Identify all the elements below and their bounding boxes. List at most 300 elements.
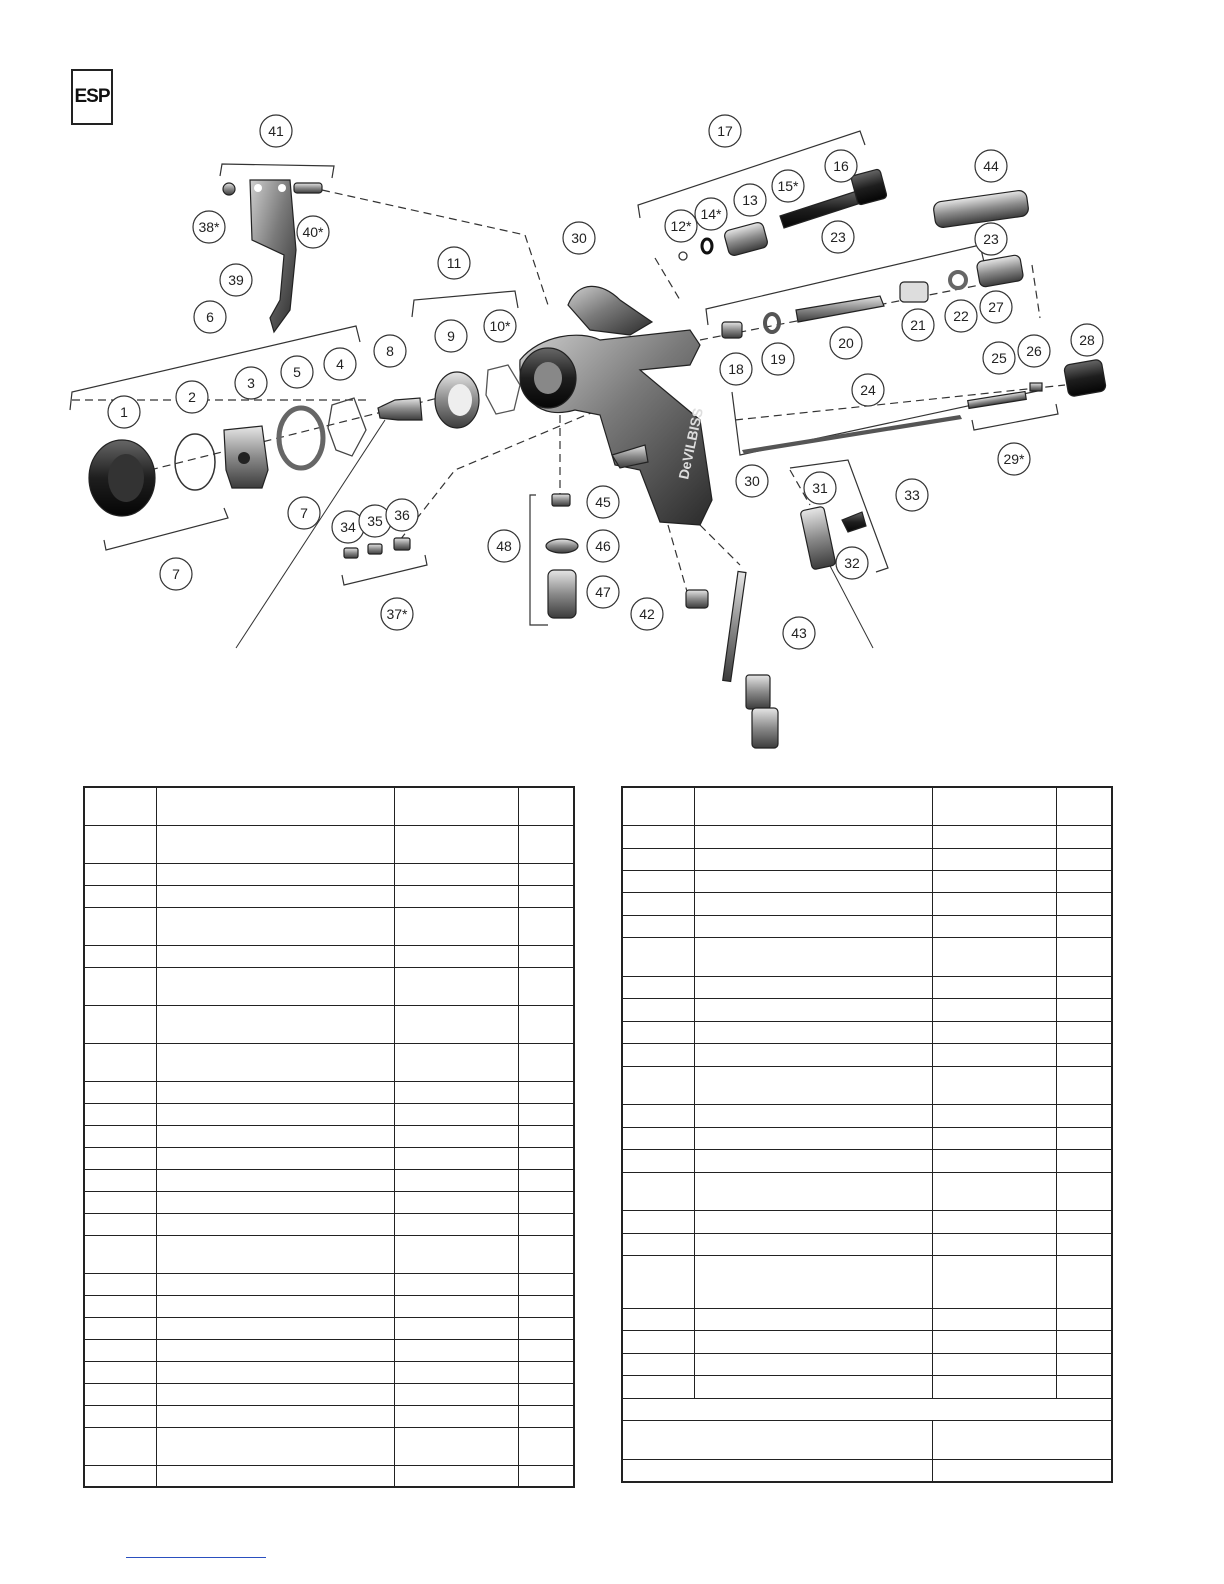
table-cell — [518, 1465, 574, 1487]
table-cell — [694, 826, 932, 848]
table-row — [622, 1309, 1112, 1331]
table-cell — [518, 1235, 574, 1273]
table-cell — [932, 848, 1056, 870]
table-cell — [156, 907, 394, 945]
callout-c26 — [1018, 335, 1050, 367]
callout-label: 22 — [953, 308, 969, 324]
callout-c17 — [709, 115, 741, 147]
table-cell — [932, 826, 1056, 848]
table-cell — [1056, 999, 1112, 1021]
table-cell — [518, 1295, 574, 1317]
callout-c10 — [484, 310, 516, 342]
callout-c11 — [438, 247, 470, 279]
table-cell — [518, 1125, 574, 1147]
table-cell — [156, 1081, 394, 1103]
table-row — [84, 1427, 574, 1465]
table-row — [622, 1021, 1112, 1043]
table-cell — [932, 1127, 1056, 1149]
table-cell — [156, 1317, 394, 1339]
table-cell — [694, 1066, 932, 1105]
table-cell — [518, 825, 574, 863]
table-cell — [394, 1005, 518, 1043]
table-cell — [84, 1317, 156, 1339]
callout-label: 2 — [188, 389, 196, 405]
table-cell — [622, 1421, 932, 1460]
table-row — [622, 1044, 1112, 1066]
callout-c36 — [386, 499, 418, 531]
table-cell — [518, 1405, 574, 1427]
table-cell — [394, 1273, 518, 1295]
callout-c4 — [324, 348, 356, 380]
table-cell — [394, 1405, 518, 1427]
table-row — [84, 1405, 574, 1427]
table-cell — [694, 1105, 932, 1127]
table-cell — [156, 863, 394, 885]
table-row — [84, 1169, 574, 1191]
table-cell — [694, 1211, 932, 1233]
callout-label: 9 — [447, 328, 455, 344]
table-cell — [156, 1235, 394, 1273]
callout-c28 — [1071, 324, 1103, 356]
callout-label: 47 — [595, 584, 611, 600]
callout-label: 1 — [120, 404, 128, 420]
table-cell — [518, 1169, 574, 1191]
callout-label: 43 — [791, 625, 807, 641]
part-21 — [900, 282, 928, 302]
callout-c12 — [665, 210, 697, 242]
table-cell — [518, 1191, 574, 1213]
table-cell — [518, 787, 574, 825]
table-cell — [622, 1105, 694, 1127]
callout-label: 12* — [670, 218, 692, 234]
table-row — [622, 976, 1112, 998]
part-46 — [546, 539, 578, 553]
table-cell — [1056, 1309, 1112, 1331]
table-cell — [694, 999, 932, 1021]
table-cell — [622, 938, 694, 977]
callout-label: 34 — [340, 519, 356, 535]
callout-label: 23 — [830, 229, 846, 245]
callout-label: 33 — [904, 487, 920, 503]
table-cell — [394, 885, 518, 907]
table-cell — [622, 1309, 694, 1331]
callout-c7a — [288, 497, 320, 529]
table-row — [622, 1066, 1112, 1105]
gun-body — [520, 286, 712, 525]
callout-label: 7 — [172, 566, 180, 582]
table-row — [84, 1081, 574, 1103]
table-cell — [394, 1361, 518, 1383]
callout-label: 39 — [228, 272, 244, 288]
table-cell — [622, 976, 694, 998]
callout-label: 30 — [571, 230, 587, 246]
callout-c13 — [734, 184, 766, 216]
table-cell — [932, 1211, 1056, 1233]
callout-c43 — [783, 617, 815, 649]
table-cell — [1056, 893, 1112, 915]
part-24 — [742, 415, 962, 454]
table-row — [622, 1459, 1112, 1482]
table-row — [84, 1191, 574, 1213]
callout-label: 40* — [302, 224, 324, 240]
table-cell — [1056, 826, 1112, 848]
table-cell — [518, 1317, 574, 1339]
table-cell — [518, 1427, 574, 1465]
table-cell — [394, 1317, 518, 1339]
table-row — [84, 1125, 574, 1147]
table-cell — [156, 1125, 394, 1147]
table-cell — [932, 1421, 1112, 1460]
callout-label: 28 — [1079, 332, 1095, 348]
callout-c2 — [176, 381, 208, 413]
table-row — [84, 907, 574, 945]
table-cell — [622, 1127, 694, 1149]
table-cell — [1056, 871, 1112, 893]
table-cell — [394, 825, 518, 863]
callout-c9 — [435, 320, 467, 352]
table-cell — [156, 945, 394, 967]
table-cell — [694, 1150, 932, 1172]
callout-label: 24 — [860, 382, 876, 398]
table-cell — [84, 1081, 156, 1103]
table-cell — [622, 871, 694, 893]
table-row — [622, 1105, 1112, 1127]
callout-label: 3 — [247, 375, 255, 391]
table-cell — [932, 1331, 1056, 1353]
table-cell — [394, 1103, 518, 1125]
table-cell — [622, 848, 694, 870]
callout-label: 36 — [394, 507, 410, 523]
brand-on-handle: DeVILBISS — [675, 406, 706, 481]
callout-c39 — [220, 264, 252, 296]
table-cell — [394, 945, 518, 967]
callout-c15 — [772, 170, 804, 202]
table-cell — [1056, 938, 1112, 977]
callout-label: 17 — [717, 123, 733, 139]
table-row — [622, 1256, 1112, 1309]
parts-table-left — [83, 786, 575, 1488]
callout-label: 14* — [700, 206, 722, 222]
table-cell — [694, 1127, 932, 1149]
callout-c30b — [736, 465, 768, 497]
callout-c1 — [108, 396, 140, 428]
baffle — [328, 398, 366, 456]
table-cell — [84, 1103, 156, 1125]
table-cell — [156, 825, 394, 863]
table-cell — [932, 1309, 1056, 1331]
table-row — [84, 1383, 574, 1405]
callout-label: 6 — [206, 309, 214, 325]
table-cell — [932, 976, 1056, 998]
table-cell — [622, 1398, 1112, 1420]
table-cell — [694, 1331, 932, 1353]
table-cell — [932, 1353, 1056, 1375]
table-cell — [518, 1273, 574, 1295]
table-cell — [622, 1376, 694, 1398]
part-22 — [950, 272, 966, 288]
table-cell — [518, 1339, 574, 1361]
table-cell — [622, 787, 694, 826]
table-cell — [84, 1125, 156, 1147]
table-cell — [156, 967, 394, 1005]
callout-c22 — [945, 300, 977, 332]
table-cell — [694, 848, 932, 870]
table-cell — [518, 945, 574, 967]
table-cell — [932, 1376, 1056, 1398]
callout-c40 — [297, 216, 329, 248]
callout-label: 26 — [1026, 343, 1042, 359]
callout-c20 — [830, 327, 862, 359]
table-row — [622, 915, 1112, 937]
table-row — [622, 1127, 1112, 1149]
table-row — [84, 1339, 574, 1361]
callout-label: 5 — [293, 364, 301, 380]
part-32 — [842, 512, 866, 532]
callout-label: 38* — [198, 219, 220, 235]
exploded-parts-diagram — [0, 110, 1224, 760]
table-cell — [694, 871, 932, 893]
callout-c33 — [896, 479, 928, 511]
table-cell — [84, 1191, 156, 1213]
table-cell — [84, 1295, 156, 1317]
table-cell — [156, 1103, 394, 1125]
callout-c21 — [902, 309, 934, 341]
table-cell — [394, 1235, 518, 1273]
table-cell — [394, 1465, 518, 1487]
table-cell — [518, 967, 574, 1005]
table-cell — [622, 826, 694, 848]
callout-c47 — [587, 576, 619, 608]
callout-label: 13 — [742, 192, 758, 208]
table-cell — [622, 915, 694, 937]
table-cell — [156, 1339, 394, 1361]
table-row — [622, 871, 1112, 893]
callout-c24 — [852, 374, 884, 406]
table-cell — [694, 915, 932, 937]
language-badge: ESP — [71, 69, 113, 125]
part-43 — [723, 571, 778, 748]
table-cell — [156, 1383, 394, 1405]
table-cell — [84, 1383, 156, 1405]
callout-c46 — [587, 530, 619, 562]
table-cell — [1056, 1233, 1112, 1255]
table-cell — [394, 1081, 518, 1103]
table-row — [84, 1147, 574, 1169]
table-cell — [394, 1191, 518, 1213]
table-cell — [84, 967, 156, 1005]
callout-label: 20 — [838, 335, 854, 351]
table-cell — [1056, 1211, 1112, 1233]
callout-c38 — [193, 211, 225, 243]
table-cell — [394, 1125, 518, 1147]
callout-c45 — [587, 486, 619, 518]
table-cell — [622, 1150, 694, 1172]
callout-c37 — [381, 598, 413, 630]
footer-link-underline[interactable] — [126, 1557, 266, 1558]
callout-c19 — [762, 343, 794, 375]
callout-c42 — [631, 598, 663, 630]
air-cap-ring — [89, 440, 155, 516]
table-cell — [622, 999, 694, 1021]
table-cell — [622, 1172, 694, 1211]
table-cell — [156, 885, 394, 907]
callout-label: 10* — [489, 318, 511, 334]
callout-label: 35 — [367, 513, 383, 529]
table-cell — [694, 787, 932, 826]
callout-label: 32 — [844, 555, 860, 571]
callout-c8 — [374, 335, 406, 367]
callout-c3 — [235, 367, 267, 399]
callout-c5 — [281, 356, 313, 388]
callout-c48 — [488, 530, 520, 562]
table-header-row — [84, 787, 574, 825]
callout-c16 — [825, 150, 857, 182]
table-cell — [694, 1044, 932, 1066]
table-row — [622, 1233, 1112, 1255]
table-cell — [394, 1295, 518, 1317]
part-44 — [933, 190, 1030, 229]
table-cell — [1056, 1105, 1112, 1127]
table-cell — [518, 1147, 574, 1169]
table-cell — [932, 1066, 1056, 1105]
table-row — [622, 1150, 1112, 1172]
table-cell — [622, 1233, 694, 1255]
table-cell — [518, 1361, 574, 1383]
table-row — [84, 1005, 574, 1043]
table-row — [84, 1103, 574, 1125]
callout-c32 — [836, 547, 868, 579]
table-row — [84, 1317, 574, 1339]
table-cell — [84, 1361, 156, 1383]
callout-label: 19 — [770, 351, 786, 367]
table-cell — [518, 1213, 574, 1235]
table-cell — [156, 1191, 394, 1213]
table-cell — [156, 1147, 394, 1169]
part-18 — [722, 322, 742, 338]
table-cell — [84, 1465, 156, 1487]
table-cell — [1056, 1066, 1112, 1105]
table-cell — [694, 1021, 932, 1043]
table-cell — [694, 976, 932, 998]
table-cell — [1056, 1256, 1112, 1309]
table-cell — [932, 871, 1056, 893]
table-cell — [156, 1169, 394, 1191]
table-row — [622, 1376, 1112, 1398]
table-cell — [1056, 1353, 1112, 1375]
part-20 — [796, 296, 884, 322]
callout-c29 — [998, 443, 1030, 475]
table-row — [622, 1172, 1112, 1211]
table-cell — [394, 1169, 518, 1191]
part-47 — [548, 570, 576, 618]
table-cell — [84, 1043, 156, 1081]
table-cell — [1056, 1127, 1112, 1149]
table-cell — [518, 1043, 574, 1081]
table-cell — [156, 1405, 394, 1427]
table-cell — [694, 1309, 932, 1331]
table-cell — [156, 1427, 394, 1465]
table-cell — [84, 945, 156, 967]
trigger-assembly — [223, 180, 322, 332]
part-34 — [344, 548, 358, 558]
table-cell — [1056, 848, 1112, 870]
callout-c25 — [983, 342, 1015, 374]
table-cell — [84, 787, 156, 825]
table-cell — [394, 1427, 518, 1465]
gasket — [486, 365, 520, 414]
callout-label: 21 — [910, 317, 926, 333]
callout-c23a — [822, 221, 854, 253]
part-26 — [1030, 383, 1042, 391]
table-cell — [84, 1147, 156, 1169]
callout-label: 18 — [728, 361, 744, 377]
table-cell — [932, 893, 1056, 915]
table-row — [84, 863, 574, 885]
table-cell — [156, 1213, 394, 1235]
table-cell — [932, 1150, 1056, 1172]
callout-c23b — [975, 223, 1007, 255]
table-cell — [694, 1353, 932, 1375]
callout-label: 4 — [336, 356, 344, 372]
table-row — [84, 1273, 574, 1295]
callout-label: 23 — [983, 231, 999, 247]
callout-label: 48 — [496, 538, 512, 554]
callout-c44 — [975, 150, 1007, 182]
table-cell — [622, 1256, 694, 1309]
callout-label: 42 — [639, 606, 655, 622]
retaining-ring — [279, 408, 323, 468]
table-cell — [84, 1427, 156, 1465]
table-cell — [932, 1172, 1056, 1211]
table-cell — [518, 907, 574, 945]
table-cell — [394, 1147, 518, 1169]
table-row — [622, 938, 1112, 977]
table-cell — [1056, 976, 1112, 998]
table-cell — [156, 1465, 394, 1487]
table-cell — [156, 1295, 394, 1317]
table-cell — [1056, 1150, 1112, 1172]
table-cell — [156, 1273, 394, 1295]
table-cell — [518, 863, 574, 885]
part-12 — [679, 252, 687, 260]
table-cell — [622, 1211, 694, 1233]
table-cell — [1056, 1021, 1112, 1043]
callout-c27 — [980, 291, 1012, 323]
table-cell — [932, 1233, 1056, 1255]
table-cell — [932, 938, 1056, 977]
callout-c35 — [359, 505, 391, 537]
table-cell — [84, 1169, 156, 1191]
table-cell — [394, 967, 518, 1005]
table-cell — [394, 863, 518, 885]
table-cell — [932, 1256, 1056, 1309]
table-cell — [694, 1376, 932, 1398]
part-25 — [968, 392, 1027, 409]
table-cell — [84, 1235, 156, 1273]
table-cell — [394, 787, 518, 825]
part-19 — [765, 314, 779, 332]
table-cell — [622, 1044, 694, 1066]
table-row — [622, 999, 1112, 1021]
table-cell — [932, 999, 1056, 1021]
table-cell — [932, 1021, 1056, 1043]
part-36 — [394, 538, 410, 550]
table-row — [84, 967, 574, 1005]
table-cell — [1056, 1376, 1112, 1398]
table-cell — [622, 1331, 694, 1353]
air-cap — [224, 426, 268, 488]
table-header-row — [622, 787, 1112, 826]
